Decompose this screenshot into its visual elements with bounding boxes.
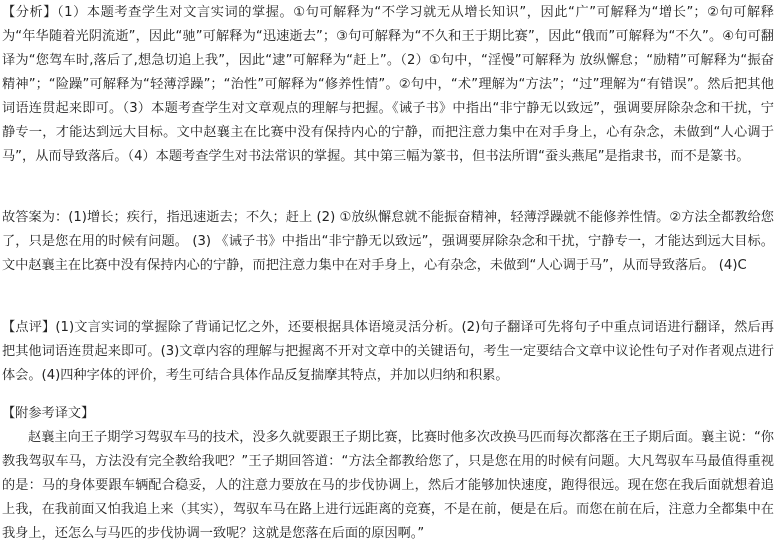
translation-heading: 【附参考译文】 (2, 406, 95, 421)
answer-paragraph: 故答案为：(1)增长；疾行，指迅速逝去；不久；赶上 (2) ①放纵懈怠就不能振奋精神，轻薄浮躁就不能修养性情。②方法全都教给您了，只是您在用的时候有问题。 (3) 《诫子书》中指出“非宁静无以致远”，强调要屏除杂念和干扰，宁静专一，才能达到远大目标。文中赵襄主在比赛中没有保持内心的宁静，而把注意力集中在对手身上，心有杂念，未做到“人心调于马”，从而导致落后。 (4)C (2, 210, 774, 273)
comment-paragraph: 【点评】(1)文言实词的掌握除了背诵记忆之外，还要根据具体语境灵活分析。(2)句子翻译可先将句子中重点词语进行翻译，然后再把其他词语连贯起来即可。(3)文章内容的理解与把握离不开对文章中的关键语句，考生一定要结合文章中议论性句子对作者观点进行体会。(4)四种字体的评价，考生可结合具体作品反复揣摩其特点，并加以归纳和积累。 (2, 320, 774, 383)
translation-paragraph: 赵襄主向王子期学习驾驭车马的技术，没多久就要跟王子期比赛，比赛时他多次改换马匹而每次都落在王子期后面。襄主说：“你教我驾驭车马，方法没有完全教给我吧？”王子期回答道：“方法全都教给您了，只是您在用的时候有问题。大凡驾驭车马最值得重视的是：马的身体要跟车辆配合稳妥，人的注意力要放在马的步伐协调上，然后才能够加快速度，跑得很远。现在您在我后面就想着追上我，在我前面又怕我追上来（其实），驾驭车马在路上进行远距离的竞赛，不是在前，便是在后。而您在前在后，注意力全都集中在我身上，还怎么与马匹的步伐协调一致呢？这就是您落在后面的原因啊。” (2, 430, 774, 541)
analysis-paragraph: 【分析】（1）本题考查学生对文言实词的掌握。①句可解释为“不学习就无从增长知识”，因此“广”可解释为“增长”；②句可解释为“年华随着光阴流逝”，因此“驰”可解释为“迅速逝去”；③句可解释为“不久和王于期比赛”，因此“俄而”可解释为“不久”。④句可翻译为“您驾车时,落后了,想急切追上我”，因此“逮”可解释为“赶上”。（2）①句中，“淫慢”可解释为 放纵懈怠；“励精”可解释为“振奋精神”；“险躁”可解释为“轻薄浮躁”；“治性”可解释为“修养性情”。②句中，“术”理解为“方法”；“过”理解为“有错误”。然后把其他词语连贯起来即可。（3）本题考查学生对文章观点的理解与把握。《诫子书》中指出“非宁静无以致远”，强调要屏除杂念和干扰，宁静专一，才能达到远大目标。文中赵襄主在比赛中没有保持内心的宁静，而把注意力集中在对手身上，心有杂念，未做到“人心调于马”，从而导致落后。（4）本题考查学生对书法常识的掌握。其中第三幅为篆书，但书法所谓“蚕头燕尾”是指隶书，而不是篆书。 (2, 5, 774, 164)
